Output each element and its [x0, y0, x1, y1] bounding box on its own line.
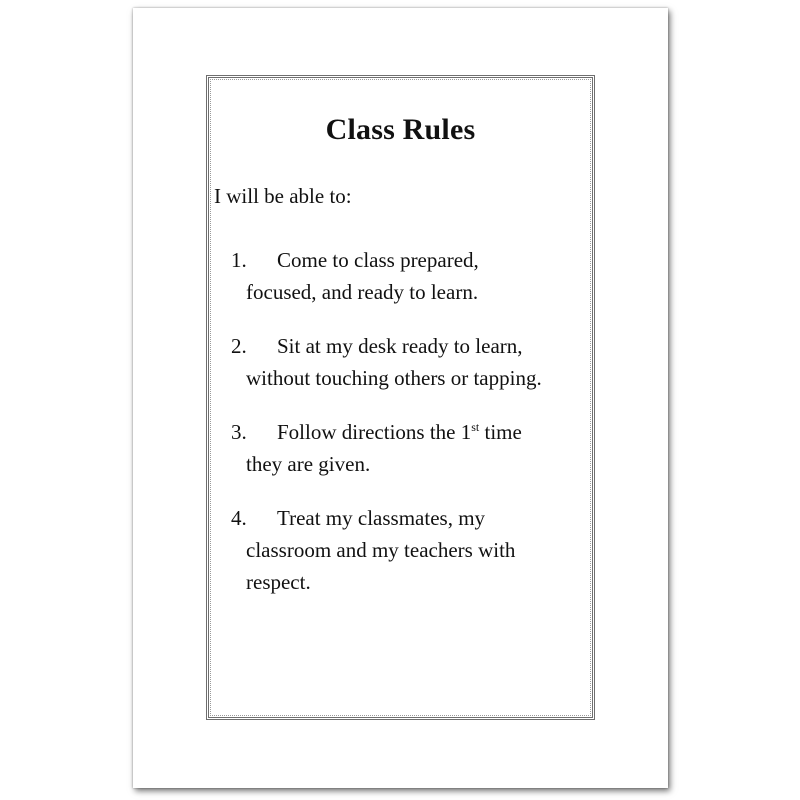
- rule-text-line: [246, 416, 592, 448]
- rule-text-line: Come to class prepared,: [277, 248, 479, 272]
- rule-item-2: [209, 330, 594, 394]
- ordinal-superscript: st: [471, 420, 480, 434]
- rule-text-line: Sit at my desk ready to learn,: [277, 334, 523, 358]
- rule-item-4: [209, 502, 594, 598]
- rule-number: 3.: [231, 420, 247, 444]
- rule-text-line: respect.: [246, 570, 311, 594]
- rule-number: 1.: [231, 248, 247, 272]
- intro-text: I will be able to:: [214, 184, 352, 208]
- rule-text-segment: time: [479, 420, 522, 444]
- page-title: Class Rules: [325, 113, 476, 146]
- rule-number: 4.: [231, 506, 247, 530]
- rule-text-line: without touching others or tapping.: [246, 366, 542, 390]
- rules-list: [209, 244, 594, 620]
- rule-item-3: [209, 416, 594, 480]
- rule-text-segment: Follow directions the 1: [277, 420, 472, 444]
- rule-text-line: they are given.: [246, 452, 371, 476]
- rule-text-line: focused, and ready to learn.: [246, 280, 479, 304]
- rule-text-line: classroom and my teachers with: [246, 538, 516, 562]
- rule-number: 2.: [231, 334, 247, 358]
- rule-text-line: Treat my classmates, my: [277, 506, 486, 530]
- rule-item-1: [209, 244, 594, 308]
- rules-border-frame: [206, 75, 595, 720]
